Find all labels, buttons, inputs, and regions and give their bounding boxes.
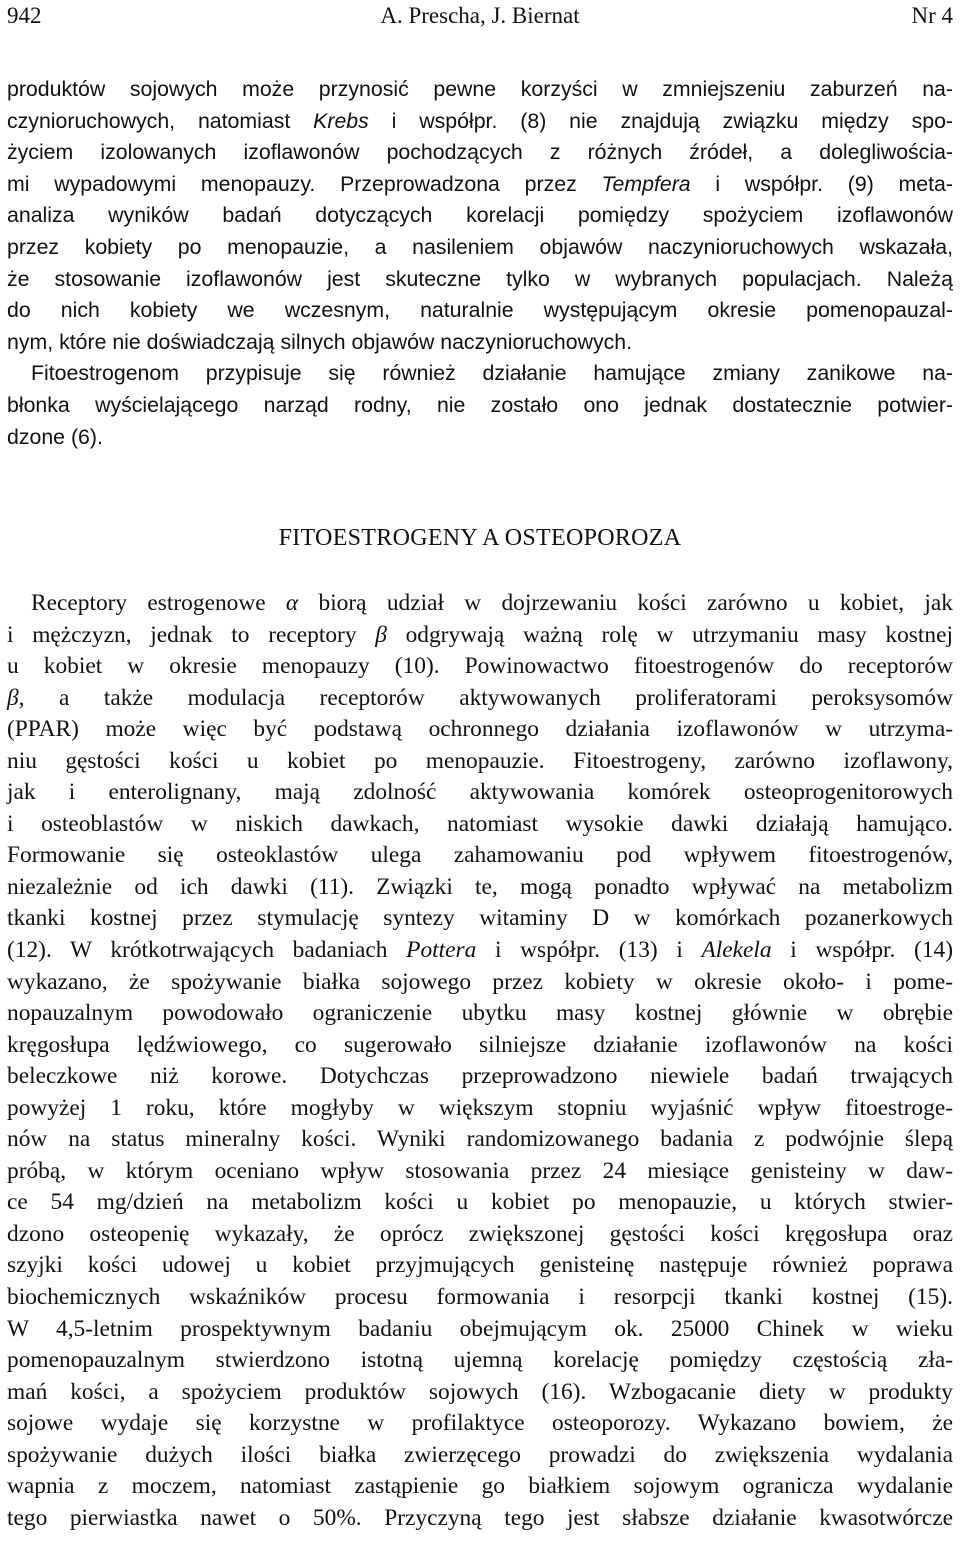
text-line xyxy=(7,809,953,841)
text-line xyxy=(7,1408,953,1440)
italic-term: Pottera xyxy=(406,937,477,964)
text-line xyxy=(7,935,953,967)
text-run: mi wypadowymi menopauzy. Przeprowadzona przez xyxy=(7,171,602,196)
text-line xyxy=(7,683,953,715)
text-run: nopauzalnym powodowało ograniczenie ubytku masy kostnej głównie w obrębie xyxy=(7,1000,953,1027)
text-line xyxy=(7,358,953,390)
text-line xyxy=(7,1187,953,1219)
text-run: (PPAR) może więc być podstawą ochronnego działania izoflawonów w utrzyma- xyxy=(7,716,953,743)
text-line xyxy=(7,1093,953,1125)
text-run: biochemicznych wskaźników procesu formowania i resorpcji tkanki kostnej (15). xyxy=(7,1284,953,1311)
text-line xyxy=(7,1156,953,1188)
page-header xyxy=(0,0,960,36)
text-line xyxy=(7,295,953,327)
text-run: że stosowanie izoflawonów jest skuteczne tylko w wybranych populacjach. Należą xyxy=(7,266,953,291)
text-line xyxy=(7,872,953,904)
text-run: wapnia z moczem, natomiast zastąpienie go białkiem sojowym ogranicza wydalanie xyxy=(7,1473,953,1500)
text-run: i współpr. (13) i xyxy=(476,937,702,964)
italic-term: α xyxy=(285,590,299,616)
text-line xyxy=(7,651,953,683)
text-run: dzone (6). xyxy=(7,424,103,449)
section-body xyxy=(7,588,953,1534)
text-run: odgrywają ważną rolę w utrzymaniu masy kostnej xyxy=(386,621,953,648)
text-run: wykazano, że spożywanie białka sojowego przez kobiety w okresie około- i pome- xyxy=(7,968,953,995)
italic-term: β xyxy=(7,684,19,711)
text-run: czynioruchowych, natomiast xyxy=(7,108,314,133)
text-line xyxy=(7,1219,953,1251)
text-line xyxy=(7,903,953,935)
text-line xyxy=(7,137,953,169)
text-run: nym, które nie doświadczają silnych objawów naczynioruchowych. xyxy=(7,329,633,354)
text-run: produktów sojowych może przynosić pewne korzyści w zmniejszeniu zaburzeń na- xyxy=(7,77,953,101)
text-run: i osteoblastów w niskich dawkach, natomiast wysokie dawki działają hamująco. xyxy=(7,810,953,837)
italic-term: β xyxy=(375,621,387,648)
text-run: jak i enterolignany, mają zdolność aktywowania komórek osteoprogenitorowych xyxy=(7,779,953,806)
section-heading: FITOESTROGENY A OSTEOPOROZA xyxy=(278,525,682,551)
text-line xyxy=(7,1345,953,1377)
text-line xyxy=(7,264,953,296)
text-run: mań kości, a spożyciem produktów sojowych (16). Wzbogacanie diety w produkty xyxy=(7,1378,953,1405)
issue-number: Nr 4 xyxy=(911,3,953,28)
text-run: niezależnie od ich dawki (11). Związki te, mogą ponadto wpływać na metabolizm xyxy=(7,873,953,900)
text-run: u kobiet w okresie menopauzy (10). Powinowactwo fitoestrogenów do receptorów xyxy=(7,653,953,680)
text-line xyxy=(7,1471,953,1503)
text-run: beleczkowe niż korowe. Dotychczas przeprowadzono niewiele badań trwających xyxy=(7,1063,953,1090)
text-run: szyjki kości udowej u kobiet przyjmujących genisteinę następuje również poprawa xyxy=(7,1252,953,1279)
text-run: Receptory estrogenowe xyxy=(31,590,286,616)
text-line xyxy=(7,232,953,264)
text-run: spożywanie dużych ilości białka zwierzęcego prowadzi do zwiększenia wydalania xyxy=(7,1441,953,1468)
text-run: i współpr. (14) xyxy=(771,937,953,964)
text-run: biorą udział w dojrzewaniu kości zarówno u kobiet, jak xyxy=(298,590,954,616)
text-run: Formowanie się osteoklastów ulega zahamowaniu pod wpływem fitoestrogenów, xyxy=(7,842,953,869)
text-run: i współpr. (9) meta- xyxy=(690,171,953,196)
text-run: do nich kobiety we wczesnym, naturalnie występującym okresie pomenopauzal- xyxy=(7,298,953,323)
text-run: (12). W krótkotrwających badaniach xyxy=(7,937,407,964)
text-run: dzono osteopenię wykazały, że oprócz zwiększonej gęstości kości kręgosłupa oraz xyxy=(7,1220,953,1247)
text-line xyxy=(7,1282,953,1314)
text-line xyxy=(7,1124,953,1156)
text-run: i współpr. (8) nie znajdują związku między spo- xyxy=(368,108,954,133)
text-line xyxy=(7,74,953,106)
paragraph-continued xyxy=(7,74,953,453)
text-run: , a także modulacja receptorów aktywowanych proliferatorami peroksysomów xyxy=(18,684,953,711)
text-line xyxy=(7,327,953,359)
text-run: powyżej 1 roku, które mogłyby w większym stopniu wyjaśnić wpływ fitoestroge- xyxy=(7,1094,953,1121)
text-run: przez kobiety po menopauzie, a nasileniem objawów naczynioruchowych wskazała, xyxy=(7,234,953,259)
text-line xyxy=(7,422,953,454)
text-run: ce 54 mg/dzień na metabolizm kości u kobiet po menopauzie, u których stwier- xyxy=(7,1189,953,1216)
text-run: Fitoestrogenom przypisuje się również działanie hamujące zmiany zanikowe na- xyxy=(31,361,953,386)
text-line xyxy=(7,840,953,872)
text-line xyxy=(7,1314,953,1346)
text-run: niu gęstości kości u kobiet po menopauzie. Fitoestrogeny, zarówno izoflawony, xyxy=(7,747,953,774)
text-line xyxy=(7,390,953,422)
text-line xyxy=(7,1250,953,1282)
running-head-authors: A. Prescha, J. Biernat xyxy=(380,3,580,28)
text-run: próbą, w którym oceniano wpływ stosowania przez 24 miesiące genisteiny w daw- xyxy=(7,1157,953,1184)
text-run: i mężczyzn, jednak to receptory xyxy=(7,621,376,648)
text-run: błonka wyścielającego narząd rodny, nie zostało ono jednak dostatecznie potwier- xyxy=(7,392,953,417)
text-line xyxy=(7,200,953,232)
italic-term: Krebs xyxy=(313,108,369,133)
page-number: 942 xyxy=(7,3,42,28)
text-run: życiem izolowanych izoflawonów pochodzących z różnych źródeł, a dolegliwościa- xyxy=(7,140,953,165)
text-line xyxy=(7,620,953,652)
text-line xyxy=(7,967,953,999)
italic-term: Tempfera xyxy=(601,171,691,196)
text-line xyxy=(7,777,953,809)
text-run: W 4,5-letnim prospektywnym badaniu obejmującym ok. 25000 Chinek w wieku xyxy=(7,1315,953,1342)
italic-term: Alekela xyxy=(701,937,772,964)
text-line xyxy=(7,998,953,1030)
text-run: pomenopauzalnym stwierdzono istotną ujemną korelację pomiędzy częstością zła- xyxy=(7,1347,953,1374)
text-line xyxy=(7,588,953,620)
text-line xyxy=(7,1030,953,1062)
text-line xyxy=(7,106,953,138)
text-line xyxy=(7,1377,953,1409)
text-run: analiza wyników badań dotyczących korelacji pomiędzy spożyciem izoflawonów xyxy=(7,203,953,228)
text-run: tego pierwiastka nawet o 50%. Przyczyną tego jest słabsze działanie kwasotwórcze xyxy=(7,1504,953,1531)
text-line xyxy=(7,746,953,778)
text-line xyxy=(7,1440,953,1472)
text-run: sojowe wydaje się korzystne w profilaktyce osteoporozy. Wykazano bowiem, że xyxy=(7,1410,953,1437)
text-run: tkanki kostnej przez stymulację syntezy witaminy D w komórkach pozanerkowych xyxy=(7,905,953,932)
text-line xyxy=(7,714,953,746)
text-run: kręgosłupa lędźwiowego, co sugerowało silniejsze działanie izoflawonów na kości xyxy=(7,1031,953,1058)
text-run: nów na status mineralny kości. Wyniki randomizowanego badania z podwójnie ślepą xyxy=(7,1126,953,1153)
text-line xyxy=(7,1503,953,1535)
text-line xyxy=(7,1061,953,1093)
text-line xyxy=(7,169,953,201)
